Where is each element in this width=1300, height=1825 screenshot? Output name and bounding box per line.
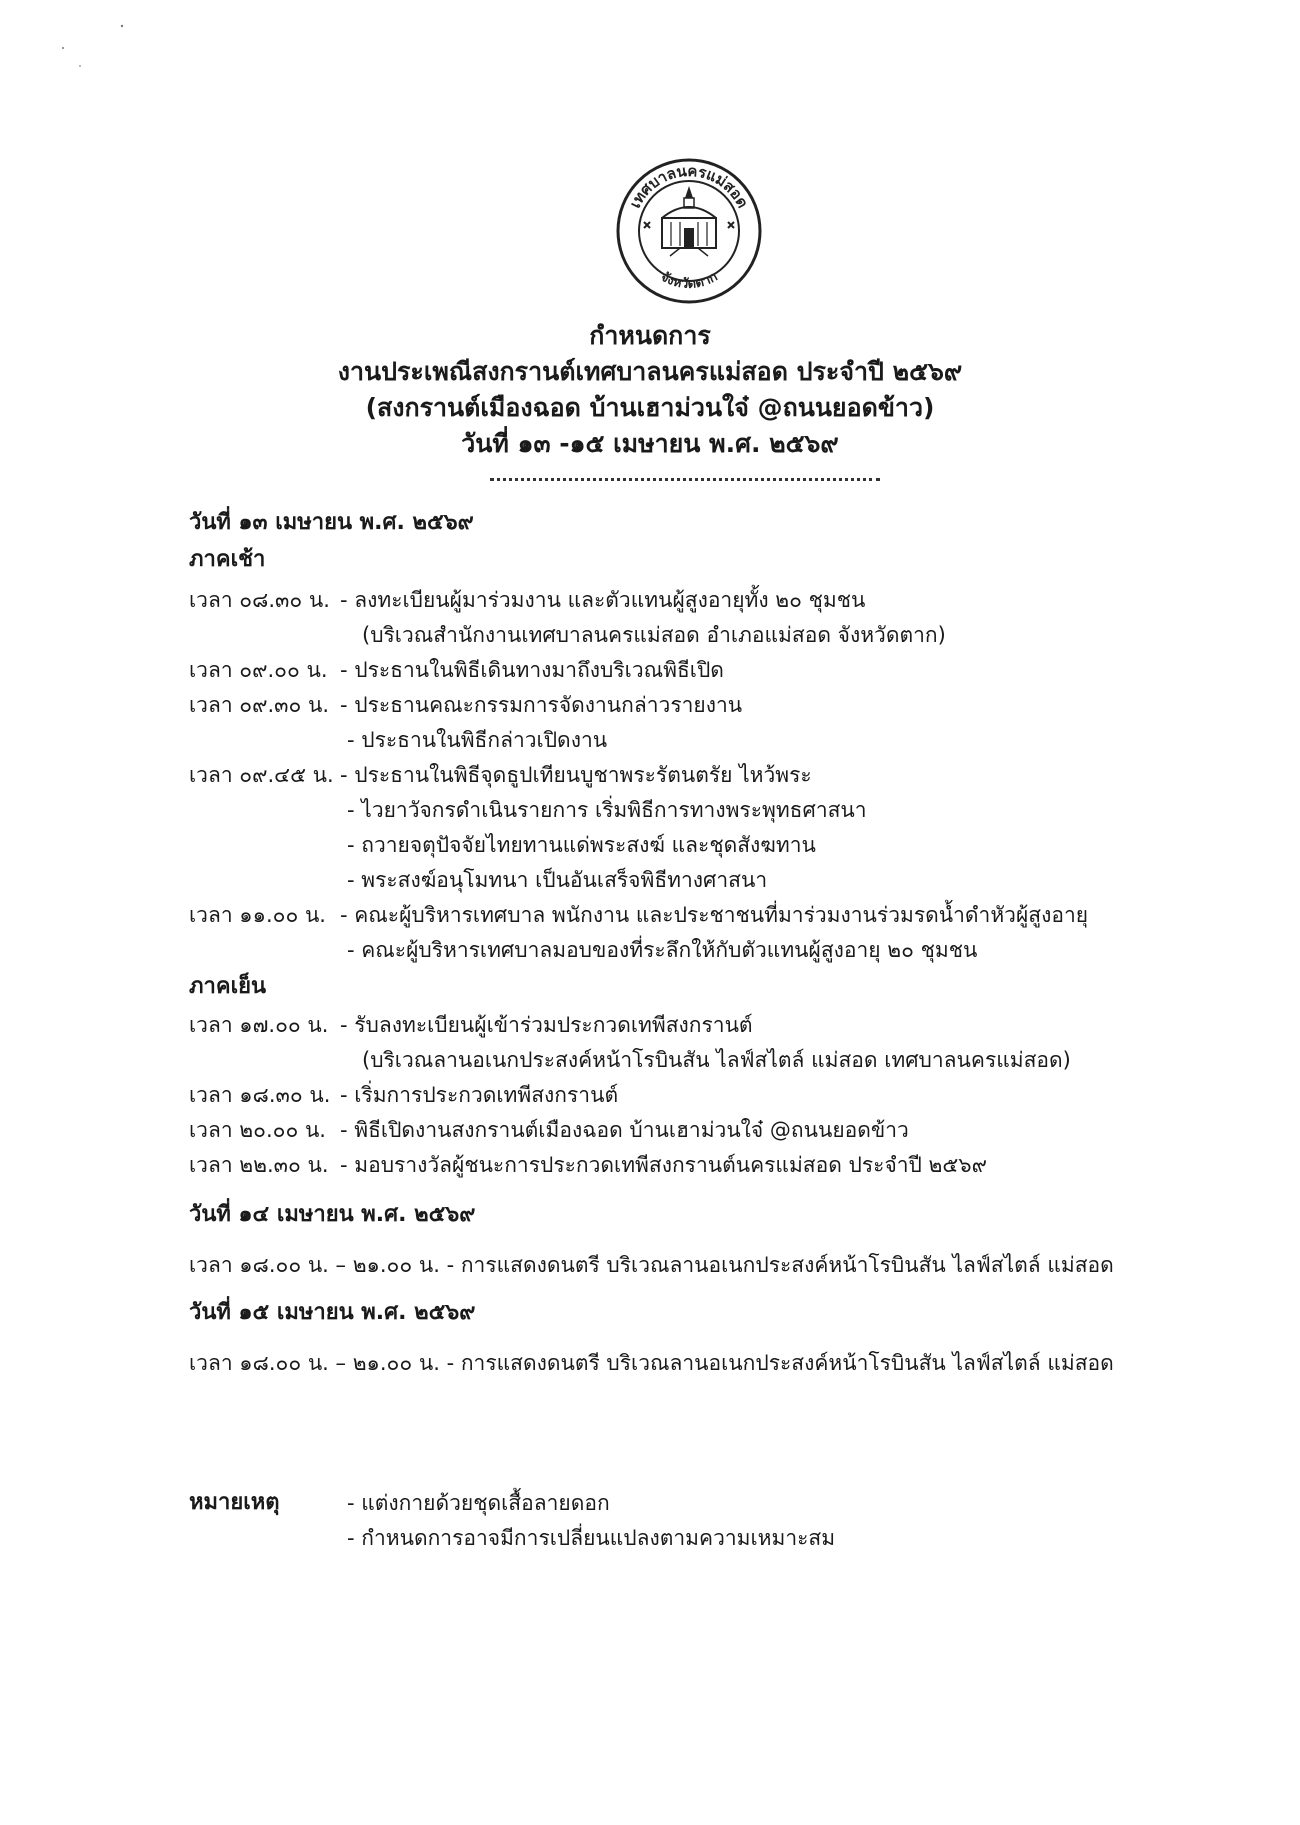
seal-bottom-text: จังหวัดตาก [657,269,721,292]
schedule-time: เวลา ๒๒.๓๐ น. [189,1153,329,1177]
schedule-time: เวลา ๐๙.๓๐ น. [189,693,330,717]
schedule-time: เวลา ๐๙.๐๐ น. [189,658,328,682]
schedule-time: เวลา ๑๑.๐๐ น. [189,903,326,927]
schedule-text: - มอบรางวัลผู้ชนะการประกวดเทพีสงกรานต์นครแม่สอด ประจำปี ๒๕๖๙ [340,1153,987,1177]
schedule-continuation: (บริเวณสำนักงานเทศบาลนครแม่สอด อำเภอแม่สอด จังหวัดตาก) [362,623,946,647]
schedule-time: เวลา ๒๐.๐๐ น. [189,1118,326,1142]
header-title: กำหนดการ [589,321,711,350]
schedule-text: - ประธานในพิธีจุดธูปเทียนบูชาพระรัตนตรัย ไหว้พระ [340,763,812,787]
schedule-text: - ประธานในพิธีเดินทางมาถึงบริเวณพิธีเปิด [340,658,724,682]
day14-heading: วันที่ ๑๔ เมษายน พ.ศ. ๒๕๖๙ [189,1202,476,1227]
schedule-time: เวลา ๑๗.๐๐ น. [189,1013,329,1037]
schedule-text: - คณะผู้บริหารเทศบาล พนักงาน และประชาชนที่มาร่วมงานร่วมรดน้ำดำหัวผู้สูงอายุ [340,903,1089,927]
schedule-text: - เริ่มการประกวดเทพีสงกรานต์ [340,1083,619,1107]
schedule-continuation: (บริเวณลานอเนกประสงค์หน้าโรบินสัน ไลฟ์สไตล์ แม่สอด เทศบาลนครแม่สอด) [362,1048,1071,1072]
day15-schedule-line: เวลา ๑๘.๐๐ น. – ๒๑.๐๐ น. - การแสดงดนตรี บริเวณลานอเนกประสงค์หน้าโรบินสัน ไลฟ์สไตล์ แม่สอด [189,1351,1114,1375]
schedule-text: - ลงทะเบียนผู้มาร่วมงาน และตัวแทนผู้สูงอายุทั้ง ๒๐ ชุมชน [340,588,866,612]
schedule-subitem: - ไวยาวัจกรดำเนินรายการ เริ่มพิธีการทางพระพุทธศาสนา [347,798,867,822]
notes-label: หมายเหตุ [189,1490,280,1515]
schedule-subitem: - พระสงฆ์อนุโมทนา เป็นอันเสร็จพิธีทางศาสนา [347,868,768,892]
note-item: - กำหนดการอาจมีการเปลี่ยนแปลงตามความเหมาะสม [347,1526,836,1550]
header-event-name: งานประเพณีสงกรานต์เทศบาลนครแม่สอด ประจำปี ๒๕๖๙ [337,357,963,386]
document-header [0,318,1300,462]
schedule-time: เวลา ๐๙.๔๕ น. [189,763,334,787]
schedule-subitem: - ถวายจตุปัจจัยไทยทานแด่พระสงฆ์ และชุดสังฆทาน [347,833,816,857]
schedule-subitem: - คณะผู้บริหารเทศบาลมอบของที่ระลึกให้กับตัวแทนผู้สูงอายุ ๒๐ ชุมชน [347,938,978,962]
day15-heading: วันที่ ๑๕ เมษายน พ.ศ. ๒๕๖๙ [189,1300,476,1325]
day14-schedule-line: เวลา ๑๘.๐๐ น. – ๒๑.๐๐ น. - การแสดงดนตรี บริเวณลานอเนกประสงค์หน้าโรบินสัน ไลฟ์สไตล์ แม่สอด [189,1253,1114,1277]
header-dates: วันที่ ๑๓ -๑๕ เมษายน พ.ศ. ๒๕๖๙ [461,429,839,458]
dotted-divider [490,478,880,481]
morning-heading: ภาคเช้า [189,547,266,572]
evening-heading: ภาคเย็น [189,974,267,999]
schedule-time: เวลา ๐๘.๓๐ น. [189,588,330,612]
day13-heading: วันที่ ๑๓ เมษายน พ.ศ. ๒๕๖๙ [189,510,474,535]
schedule-text: - ประธานคณะกรรมการจัดงานกล่าวรายงาน [340,693,743,717]
schedule-text: - รับลงทะเบียนผู้เข้าร่วมประกวดเทพีสงกรานต์ [340,1013,753,1037]
seal-top-text: เทศบาลนครแม่สอด [625,161,752,211]
schedule-text: - พิธีเปิดงานสงกรานต์เมืองฉอด บ้านเฮาม่วนใจ๋ @ถนนยอดข้าว [340,1118,909,1142]
schedule-time: เวลา ๑๘.๓๐ น. [189,1083,331,1107]
scan-specks [60,18,140,78]
schedule-subitem: - ประธานในพิธีกล่าวเปิดงาน [347,728,608,752]
note-item: - แต่งกายด้วยชุดเสื้อลายดอก [347,1491,610,1515]
svg-text:จังหวัดตาก [658,269,721,292]
header-event-subtitle: (สงกรานต์เมืองฉอด บ้านเฮาม่วนใจ๋ @ถนนยอดข้าว) [365,393,935,422]
municipal-seal [614,156,764,306]
